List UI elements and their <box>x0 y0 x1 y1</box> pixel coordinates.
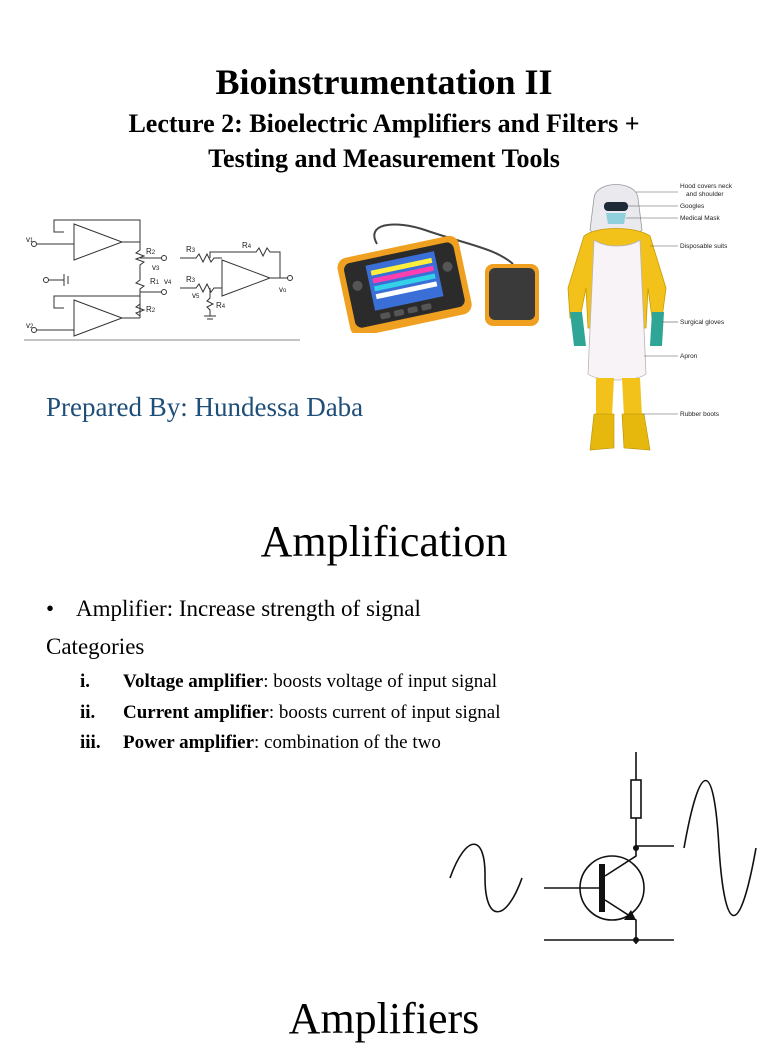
svg-text:R2: R2 <box>146 247 156 256</box>
svg-text:Disposable suits: Disposable suits <box>680 243 728 250</box>
right-glove <box>650 312 664 346</box>
subtitle-line-1: Lecture 2: Bioelectric Amplifiers and Filters + <box>128 109 640 138</box>
svg-text:v5: v5 <box>192 291 200 300</box>
transistor-amplifier-figure <box>444 748 764 948</box>
op-amp-top <box>74 224 122 260</box>
svg-text:v4: v4 <box>164 277 172 286</box>
bullet-dot: • <box>46 596 55 621</box>
svg-text:vo: vo <box>279 285 287 294</box>
resistor <box>631 780 641 818</box>
svg-text:Hood covers neck: Hood covers neck <box>680 183 733 190</box>
subtitle-line-2: Testing and Measurement Tools <box>208 144 560 173</box>
svg-text:v2: v2 <box>26 321 34 330</box>
svg-text:R3: R3 <box>186 275 196 284</box>
op-amp-right <box>222 260 270 296</box>
bullet-item <box>46 596 421 622</box>
svg-text:R4: R4 <box>216 301 226 310</box>
bullet-text: Amplifier: Increase strength of signal <box>76 596 421 621</box>
svg-text:Googles: Googles <box>680 203 705 210</box>
svg-text:and shoulder: and shoulder <box>686 191 724 198</box>
svg-text:v3: v3 <box>152 263 160 272</box>
right-boot <box>622 414 650 450</box>
slide1-title: Bioinstrumentation II <box>215 62 553 102</box>
slide1-subtitle <box>0 106 768 176</box>
svg-text:R4: R4 <box>242 241 252 250</box>
input-sine-wave <box>450 844 522 912</box>
left-glove <box>570 312 586 346</box>
category-item: ii. Current amplifier: boosts current of input signal <box>80 702 501 723</box>
output-sine-wave <box>684 781 756 916</box>
ppe-suit-figure <box>566 178 738 458</box>
svg-text:Rubber boots: Rubber boots <box>680 411 720 418</box>
svg-text:v1: v1 <box>26 235 34 244</box>
svg-text:R3: R3 <box>186 245 196 254</box>
categories-label: Categories <box>46 634 145 659</box>
svg-text:Surgical gloves: Surgical gloves <box>680 319 725 326</box>
svg-text:Apron: Apron <box>680 353 698 360</box>
apron-shape <box>588 240 646 380</box>
slide2-title: Amplification <box>260 517 508 566</box>
category-item: iii. Power amplifier: combination of the two <box>80 732 441 753</box>
svg-text:R2: R2 <box>146 305 156 314</box>
op-amp-bottom <box>74 300 122 336</box>
svg-text:Medical Mask: Medical Mask <box>680 215 720 222</box>
prepared-by: Prepared By: Hundessa Daba <box>46 392 364 422</box>
svg-text:R1: R1 <box>150 277 160 286</box>
category-item: i. Voltage amplifier: boosts voltage of input signal <box>80 671 497 692</box>
left-boot <box>590 414 614 450</box>
portable-analyzer-figure <box>335 218 545 333</box>
op-amp-circuit-figure <box>24 212 302 344</box>
slide3-title: Amplifiers <box>288 994 480 1043</box>
goggles-shape <box>604 202 628 211</box>
